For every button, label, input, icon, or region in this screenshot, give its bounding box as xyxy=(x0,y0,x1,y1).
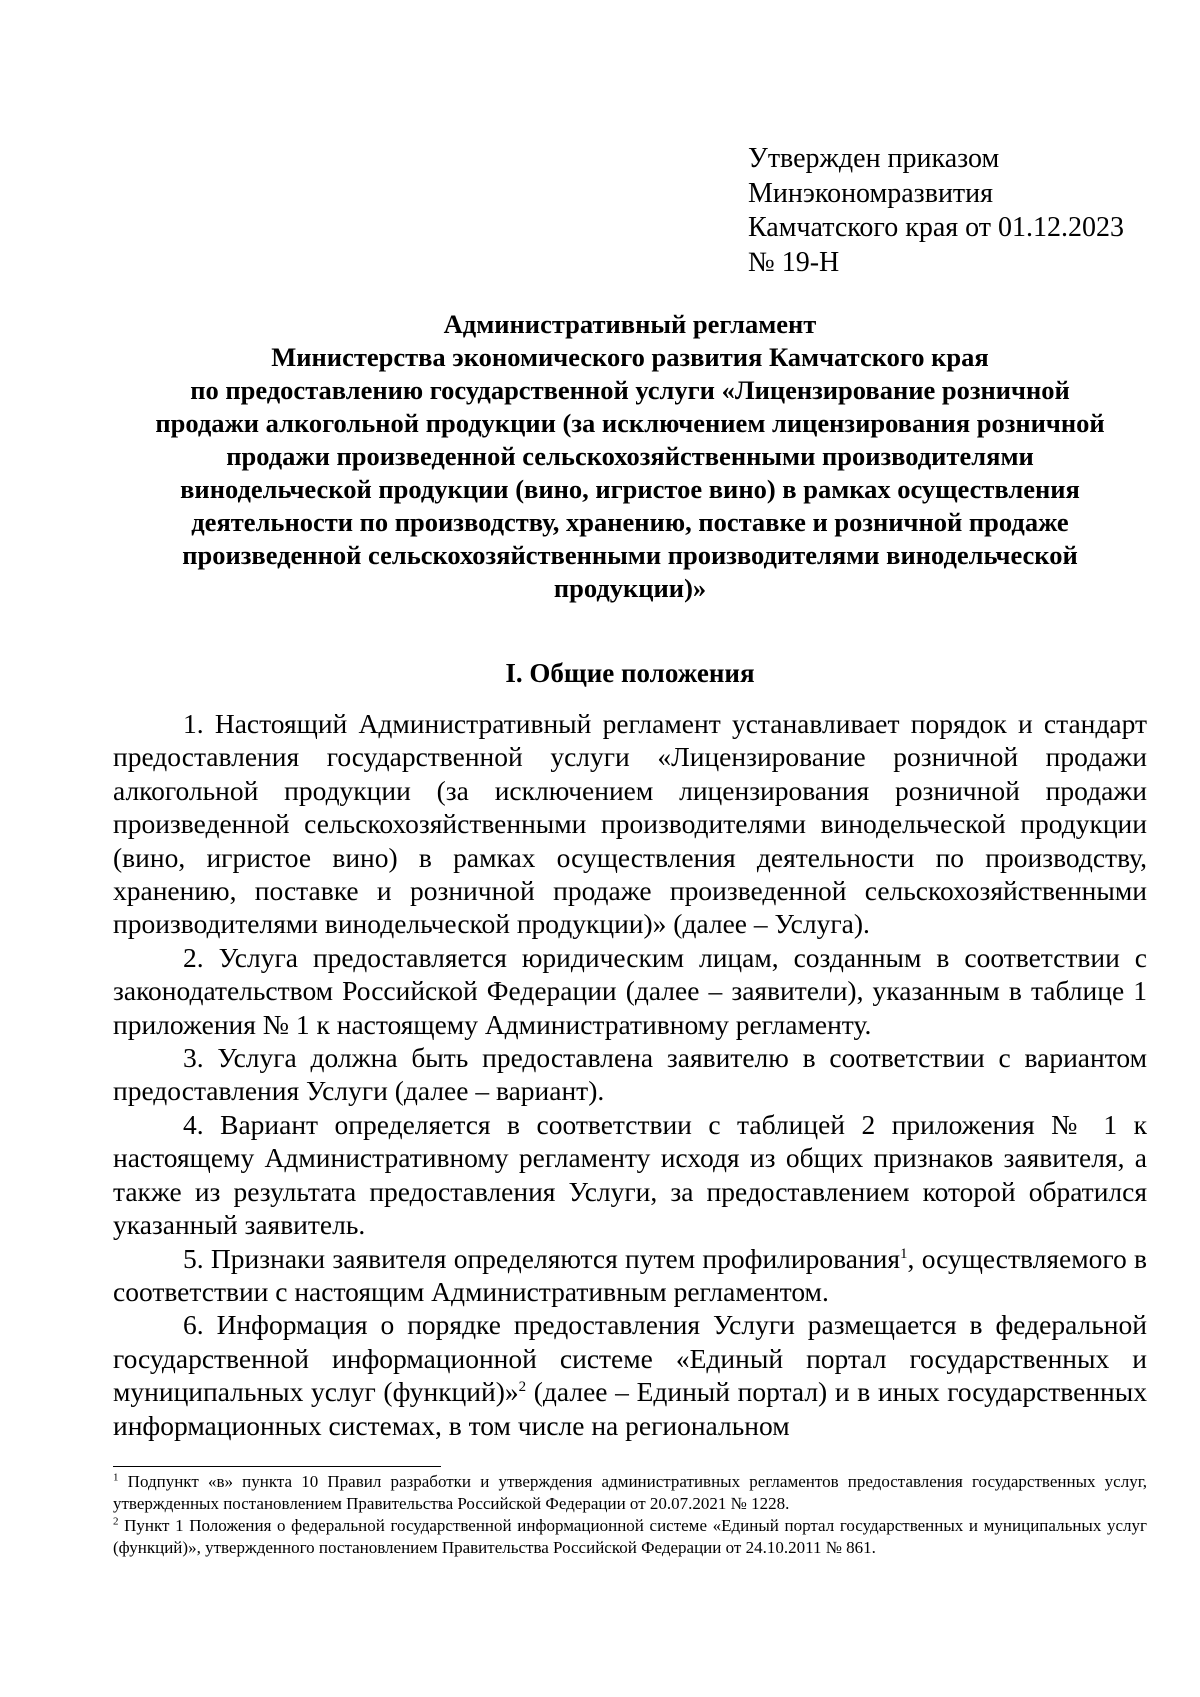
title-line: продажи алкогольной продукции (за исключением лицензирования розничной xyxy=(155,408,1105,438)
title-line: произведенной сельскохозяйственными производителями винодельческой xyxy=(182,540,1078,570)
footnote-2 xyxy=(113,1515,1147,1559)
title-line: Административный регламент xyxy=(443,309,817,339)
approval-line: № 19-Н xyxy=(748,246,840,278)
paragraph-6 xyxy=(113,1308,1147,1442)
approval-line: Утвержден приказом xyxy=(748,143,1000,174)
footnote-ref-1: 1 xyxy=(900,1245,908,1262)
paragraph-5-text-cont: , осуществляемого в соответствии с настоящим Административным регламентом. xyxy=(113,1242,1147,1307)
approval-line: Минэкономразвития xyxy=(748,177,994,209)
footnotes xyxy=(113,1471,1147,1559)
title-line: Министерства экономического развития Камчатского края xyxy=(271,342,989,372)
title-line: деятельности по производству, хранению, поставке и розничной продаже xyxy=(191,507,1069,537)
section-heading: I. Общие положения xyxy=(505,658,755,688)
title-line: по предоставлению государственной услуги «Лицензирование розничной xyxy=(190,375,1070,405)
paragraph-6-text: 6. Информация о порядке предоставления Услуги размещается в федеральной государственной информационной системе «Единый портал государственных и муниципальных услуг (функций)» xyxy=(113,1309,1147,1408)
paragraph-4: 4. Вариант определяется в соответствии с таблицей 2 приложения № 1 к настоящему Административному регламенту исходя из общих признаков заявителя, а также из результата предоставления Услуги, за предоставлением которой обратился указанный заявитель. xyxy=(113,1108,1147,1241)
footnote-1 xyxy=(113,1471,1147,1515)
footnote-ref-2: 2 xyxy=(518,1378,527,1395)
paragraph-2: 2. Услуга предоставляется юридическим лицам, созданным в соответствии с законодательством Российской Федерации (далее – заявители), указанным в таблице 1 приложения № 1 к настоящему Административному регламенту. xyxy=(113,941,1147,1040)
footnote-1-mark: 1 xyxy=(113,1471,119,1484)
footnote-separator xyxy=(113,1466,441,1467)
paragraph-3: 3. Услуга должна быть предоставлена заявителю в соответствии с вариантом предоставления Услуги (далее – вариант). xyxy=(113,1042,1147,1107)
document-body xyxy=(113,707,1147,1442)
paragraph-5-text: 5. Признаки заявителя определяются путем профилирования xyxy=(183,1242,901,1274)
paragraph-6-text-cont: (далее – Единый портал) и в иных государственных информационных системах, в том числе на региональном xyxy=(113,1376,1147,1441)
paragraph-1: 1. Настоящий Административный регламент устанавливает порядок и стандарт предоставления государственной услуги «Лицензирование розничной продажи алкогольной продукции (за исключением лицензирования розничной продажи произведенной сельскохозяйственными производителями винодельческой продукции (вино, игристое вино) в рамках осуществления деятельности по производству, хранению, поставке и розничной продаже произведенной сельскохозяйственными производителями винодельческой продукции)» (далее – Услуга). xyxy=(113,708,1147,940)
approval-stamp xyxy=(748,142,1178,280)
footnote-2-text: Пункт 1 Положения о федеральной государственной информационной системе «Единый портал государственных и муниципальных услуг (функций)», утвержденного постановлением Правительства Российской Федерации от 24.10.2011 № 861. xyxy=(113,1516,1147,1557)
title-line: винодельческой продукции (вино, игристое вино) в рамках осуществления xyxy=(180,474,1080,504)
title-line: продажи произведенной сельскохозяйственными производителями xyxy=(226,441,1034,471)
footnote-2-mark: 2 xyxy=(113,1515,119,1528)
approval-line: Камчатского края от 01.12.2023 xyxy=(748,212,1124,243)
title-line: продукции)» xyxy=(553,573,707,603)
document-title xyxy=(110,308,1150,605)
paragraph-5 xyxy=(113,1242,1147,1309)
footnote-1-text: Подпункт «в» пункта 10 Правил разработки и утверждения административных регламентов предоставления государственных услуг, утвержденных постановлением Правительства Российской Федерации от 20.07.2021 № 1228. xyxy=(113,1472,1147,1513)
